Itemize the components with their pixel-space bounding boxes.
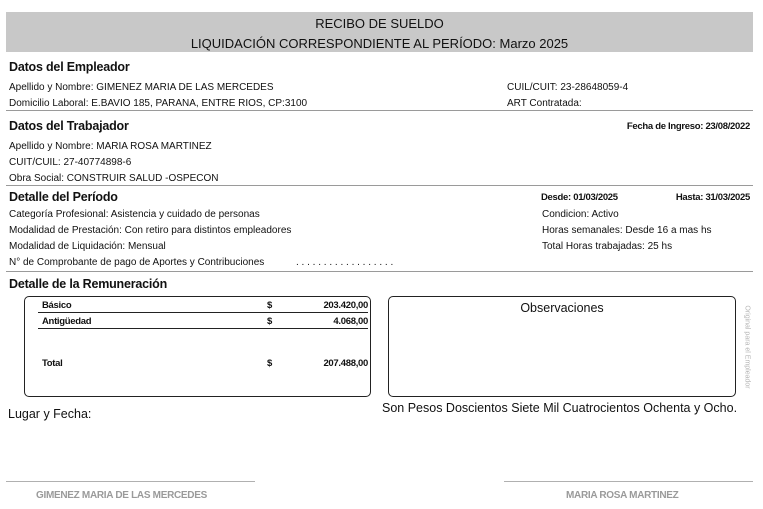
worker-health-insurance: Obra Social: CONSTRUIR SALUD -OSPECON <box>9 173 219 184</box>
payment-voucher-label: N° de Comprobante de pago de Aportes y Contribuciones <box>9 257 265 268</box>
period-from: Desde: 01/03/2025 <box>541 192 618 203</box>
employer-art: ART Contratada: <box>507 98 582 109</box>
remuneration-section-title: Detalle de la Remuneración <box>9 277 168 291</box>
professional-category: Categoría Profesional: Asistencia y cuidado de personas <box>9 209 260 220</box>
observations-box <box>388 296 736 397</box>
amount-in-words: Son Pesos Doscientos Siete Mil Cuatrocientos Ochenta y Ocho. <box>382 401 738 415</box>
worker-signature-name: MARIA ROSA MARTINEZ <box>566 490 679 501</box>
total-currency: $ <box>267 358 272 369</box>
item-currency: $ <box>267 300 272 311</box>
employer-signature-line <box>6 481 255 482</box>
row-divider <box>38 312 368 313</box>
worker-name: Apellido y Nombre: MARIA ROSA MARTINEZ <box>9 141 212 152</box>
worker-section-title: Datos del Trabajador <box>9 119 129 133</box>
row-divider <box>38 328 368 329</box>
receipt-title: RECIBO DE SUELDO <box>315 16 444 31</box>
total-amount: 207.488,00 <box>323 358 368 369</box>
total-label: Total <box>42 358 63 369</box>
employer-cuit: CUIL/CUIT: 23-28648059-4 <box>507 82 629 93</box>
receipt-header <box>6 12 753 52</box>
settlement-modality: Modalidad de Liquidación: Mensual <box>9 241 166 252</box>
divider <box>6 110 753 111</box>
employer-name: Apellido y Nombre: GIMENEZ MARIA DE LAS MERCEDES <box>9 82 274 93</box>
item-concept-seniority: Antigüedad <box>42 316 92 327</box>
receipt-period: LIQUIDACIÓN CORRESPONDIENTE AL PERÍODO: Marzo 2025 <box>190 36 569 51</box>
period-section-title: Detalle del Período <box>9 190 118 204</box>
period-to: Hasta: 31/03/2025 <box>675 192 750 203</box>
item-currency: $ <box>267 316 272 327</box>
employer-section-title: Datos del Empleador <box>9 60 130 74</box>
item-amount-seniority: 4.068,00 <box>333 316 368 327</box>
divider <box>6 185 753 186</box>
employer-signature-name: GIMENEZ MARIA DE LAS MERCEDES <box>36 490 207 501</box>
place-date-label: Lugar y Fecha: <box>8 407 92 421</box>
divider <box>6 271 753 272</box>
service-modality: Modalidad de Prestación: Con retiro para distintos empleadores <box>9 225 292 236</box>
copy-note-text: Original para el Empleador <box>743 305 751 389</box>
employer-address: Domicilio Laboral: E.BAVIO 185, PARANA, ENTRE RIOS, CP:3100 <box>9 98 308 109</box>
total-hours: Total Horas trabajadas: 25 hs <box>542 241 673 252</box>
worker-signature-line <box>504 481 753 482</box>
item-amount-basic: 203.420,00 <box>323 300 368 311</box>
payment-voucher-dots: . . . . . . . . . . . . . . . . . . <box>296 257 394 268</box>
item-concept-basic: Básico <box>42 300 72 311</box>
copy-note <box>742 298 752 396</box>
worker-cuil: CUIT/CUIL: 27-40774898-6 <box>9 157 132 168</box>
observations-title: Observaciones <box>520 301 604 315</box>
worker-start-date: Fecha de Ingreso: 23/08/2022 <box>626 121 750 132</box>
weekly-hours: Horas semanales: Desde 16 a mas hs <box>542 225 712 236</box>
condition: Condicion: Activo <box>542 209 619 220</box>
